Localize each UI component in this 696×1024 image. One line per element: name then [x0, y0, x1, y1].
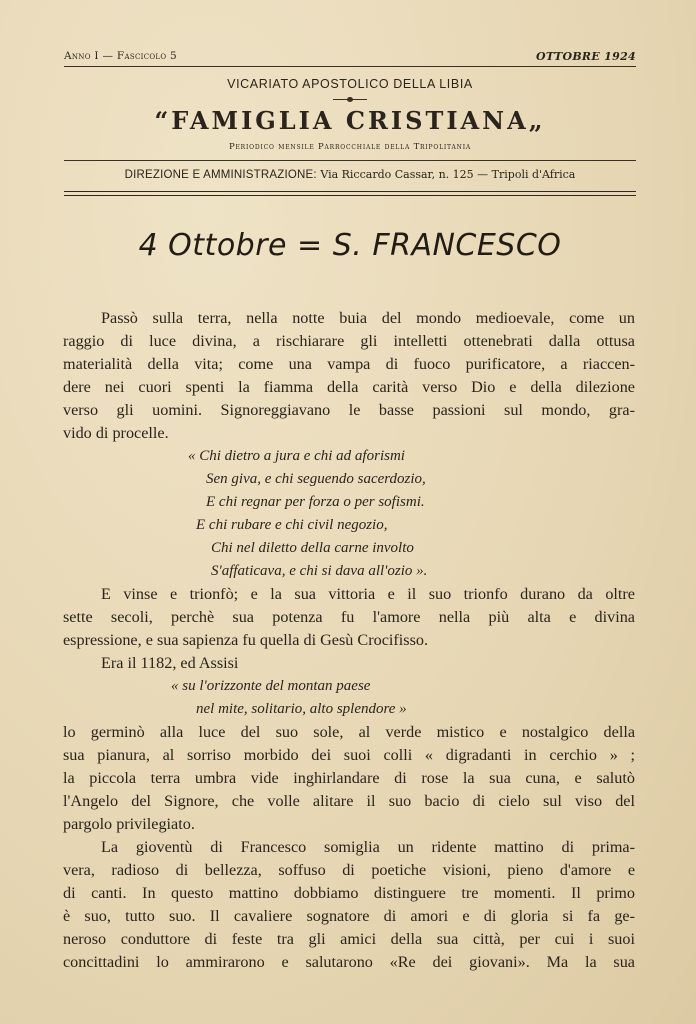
- text-line: di canti. In questo mattino dobbiamo distinguere tre momenti. Il primo: [63, 884, 635, 902]
- verse-line: nel mite, solitario, alto splendore »: [196, 701, 407, 717]
- text-line: pargolo privilegiato.: [63, 815, 195, 833]
- verse-line: E chi regnar per forza o per sofismi.: [206, 494, 425, 510]
- text-line: verso gli uomini. Signoreggiavano le basse passioni sul mondo, gra-: [63, 401, 635, 419]
- verse-line: Chi nel diletto della carne involto: [211, 540, 414, 556]
- text-line: è suo, tutto suo. Il cavaliere sognatore di amori e di gloria si fa ge-: [63, 907, 635, 925]
- text-line: dere nei cuori spenti la fiamma della carità verso Dio e della dilezione: [63, 378, 635, 396]
- text-line: la piccola terra umbra vide inghirlandare di rose la sua cuna, e salutò: [63, 769, 635, 787]
- text-line: vera, radioso di bellezza, soffuso di poetiche visioni, pieno d'amore e: [63, 861, 635, 879]
- text-line: espressione, e sua sapienza fu quella di Gesù Crocifisso.: [63, 631, 429, 649]
- address-value: Via Riccardo Cassar, n. 125 — Tripoli d'Africa: [320, 168, 576, 181]
- text-line: neroso conduttore di feste tra gli amici della sua città, per cui i suoi: [63, 930, 635, 948]
- text-line: Passò sulla terra, nella notte buia del mondo medioevale, come un: [101, 309, 635, 327]
- double-rule-top: [64, 191, 636, 192]
- issue-date: OTTOBRE 1924: [535, 50, 636, 63]
- text-line: raggio di luce divina, a rischiarare gli intelletti ottenebrati dalla ottusa: [63, 332, 635, 350]
- text-line: sette secoli, perchè sua potenza fu l'amore nella più alta e divina: [63, 608, 635, 626]
- text-line: concittadini lo ammirarono e salutarono «Re dei giovani». Ma la sua: [63, 953, 635, 971]
- verse-line: S'affaticava, e chi si dava all'ozio ».: [211, 563, 428, 579]
- ornament-divider-icon: [333, 97, 367, 103]
- text-line: E vinse e trionfò; e la sua vittoria e il suo trionfo durano da oltre: [101, 585, 635, 603]
- text-line: La gioventù di Francesco somiglia un ridente mattino di prima-: [101, 838, 635, 856]
- masthead-title: “FAMIGLIA CRISTIANA„: [154, 106, 546, 135]
- issue-number: Anno I — Fascicolo 5: [64, 50, 177, 62]
- verse-line: Sen giva, e chi seguendo sacerdozio,: [206, 471, 426, 487]
- text-line: Era il 1182, ed Assisi: [101, 654, 239, 672]
- text-line: l'Angelo del Signore, che volle alitare il suo bacio di cielo sul viso del: [63, 792, 635, 810]
- middle-rule: [64, 160, 636, 161]
- verse-line: « Chi dietro a jura e chi ad aforismi: [188, 448, 405, 464]
- article-body: [63, 307, 635, 974]
- verse-line: « su l'orizzonte del montan paese: [171, 678, 371, 694]
- text-line: materialità della vita; come una vampa di fuoco purificatore, a riaccen-: [63, 355, 635, 373]
- double-rule-bottom: [64, 195, 636, 196]
- vicariato-heading: VICARIATO APOSTOLICO DELLA LIBIA: [227, 77, 473, 91]
- address-label: DIREZIONE E AMMINISTRAZIONE:: [124, 169, 317, 181]
- text-line: sua pianura, al sorriso morbido dei suoi colli « digradanti in cerchio » ;: [63, 746, 635, 764]
- article-title: 4 Ottobre = S. FRANCESCO: [138, 228, 562, 263]
- verse-line: E chi rubare e chi civil negozio,: [196, 517, 388, 533]
- top-rule: [64, 66, 636, 67]
- masthead-subtitle: Periodico mensile Parrocchiale della Tripolitania: [228, 142, 472, 152]
- address-line: [64, 168, 636, 181]
- text-line: lo germinò alla luce del suo sole, al verde mistico e nostalgico della: [63, 723, 635, 741]
- text-line: vido di procelle.: [63, 424, 169, 442]
- issue-info-row: [64, 50, 636, 66]
